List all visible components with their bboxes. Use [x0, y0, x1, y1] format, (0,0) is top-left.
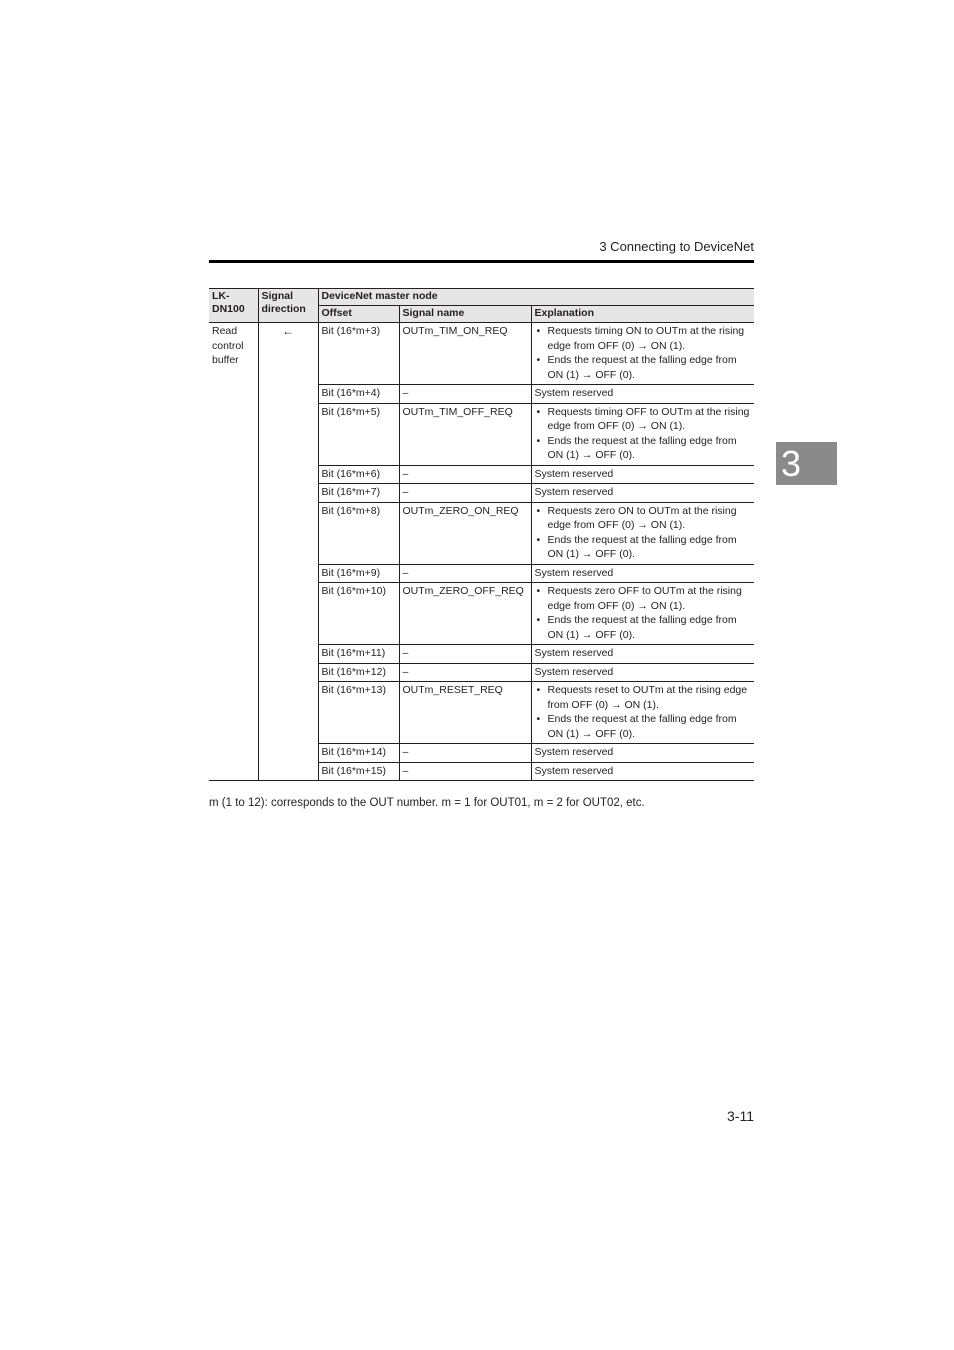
table-row	[209, 323, 754, 385]
cell-explanation	[531, 403, 754, 465]
explanation-item: • Ends the request at the falling edge from ON (1) → OFF (0).	[548, 533, 752, 562]
explanation-item: • Requests timing ON to OUTm at the rising edge from OFF (0) → ON (1).	[548, 324, 752, 353]
cell-explanation: System reserved	[531, 645, 754, 664]
cell-signal-name: OUTm_TIM_OFF_REQ	[399, 403, 531, 465]
header-lk-dn100: LK-DN100	[209, 289, 258, 323]
cell-offset: Bit (16*m+10)	[318, 583, 399, 645]
cell-offset: Bit (16*m+11)	[318, 645, 399, 664]
cell-direction-arrow: ←	[258, 323, 318, 781]
cell-signal-name: –	[399, 385, 531, 404]
cell-offset: Bit (16*m+6)	[318, 465, 399, 484]
explanation-item: • Requests reset to OUTm at the rising edge from OFF (0) → ON (1).	[548, 683, 752, 712]
running-header-title: 3 Connecting to DeviceNet	[599, 239, 754, 254]
signal-table	[209, 288, 754, 781]
cell-explanation: System reserved	[531, 762, 754, 781]
page-number: 3-11	[727, 1108, 754, 1124]
cell-offset: Bit (16*m+12)	[318, 663, 399, 682]
chapter-tab: 3	[776, 442, 837, 485]
explanation-list	[535, 683, 752, 741]
explanation-list	[535, 584, 752, 642]
cell-signal-name: OUTm_ZERO_OFF_REQ	[399, 583, 531, 645]
cell-offset: Bit (16*m+15)	[318, 762, 399, 781]
cell-signal-name: –	[399, 484, 531, 503]
cell-offset: Bit (16*m+8)	[318, 502, 399, 564]
cell-explanation: System reserved	[531, 484, 754, 503]
cell-explanation	[531, 583, 754, 645]
header-offset: Offset	[318, 306, 399, 323]
cell-explanation: System reserved	[531, 663, 754, 682]
header-signal-direction: Signal direction	[258, 289, 318, 323]
cell-signal-name: –	[399, 645, 531, 664]
cell-offset: Bit (16*m+7)	[318, 484, 399, 503]
cell-offset: Bit (16*m+13)	[318, 682, 399, 744]
cell-signal-name: OUTm_ZERO_ON_REQ	[399, 502, 531, 564]
cell-signal-name: –	[399, 564, 531, 583]
explanation-item: • Requests zero OFF to OUTm at the rising edge from OFF (0) → ON (1).	[548, 584, 752, 613]
cell-signal-name: –	[399, 465, 531, 484]
explanation-list	[535, 405, 752, 463]
explanation-item: • Requests timing OFF to OUTm at the rising edge from OFF (0) → ON (1).	[548, 405, 752, 434]
cell-offset: Bit (16*m+3)	[318, 323, 399, 385]
cell-explanation: System reserved	[531, 385, 754, 404]
cell-offset: Bit (16*m+14)	[318, 744, 399, 763]
cell-signal-name: OUTm_RESET_REQ	[399, 682, 531, 744]
header-rule	[209, 260, 754, 263]
header-signal-name: Signal name	[399, 306, 531, 323]
explanation-item: • Ends the request at the falling edge from ON (1) → OFF (0).	[548, 613, 752, 642]
cell-explanation: System reserved	[531, 564, 754, 583]
cell-explanation	[531, 502, 754, 564]
cell-explanation: System reserved	[531, 465, 754, 484]
cell-explanation	[531, 323, 754, 385]
cell-explanation	[531, 682, 754, 744]
explanation-list	[535, 324, 752, 382]
explanation-item: • Ends the request at the falling edge from ON (1) → OFF (0).	[548, 353, 752, 382]
cell-signal-name: OUTm_TIM_ON_REQ	[399, 323, 531, 385]
cell-signal-name: –	[399, 762, 531, 781]
footnote: m (1 to 12): corresponds to the OUT number. m = 1 for OUT01, m = 2 for OUT02, etc.	[209, 797, 645, 809]
cell-offset: Bit (16*m+5)	[318, 403, 399, 465]
explanation-item: • Requests zero ON to OUTm at the rising edge from OFF (0) → ON (1).	[548, 504, 752, 533]
cell-signal-name: –	[399, 744, 531, 763]
cell-explanation: System reserved	[531, 744, 754, 763]
cell-lk-value: Read control buffer	[209, 323, 258, 781]
cell-signal-name: –	[399, 663, 531, 682]
header-devicenet-master-node: DeviceNet master node	[318, 289, 754, 306]
cell-offset: Bit (16*m+9)	[318, 564, 399, 583]
cell-offset: Bit (16*m+4)	[318, 385, 399, 404]
header-explanation: Explanation	[531, 306, 754, 323]
table-body	[209, 323, 754, 781]
explanation-list	[535, 504, 752, 562]
explanation-item: • Ends the request at the falling edge from ON (1) → OFF (0).	[548, 434, 752, 463]
explanation-item: • Ends the request at the falling edge from ON (1) → OFF (0).	[548, 712, 752, 741]
